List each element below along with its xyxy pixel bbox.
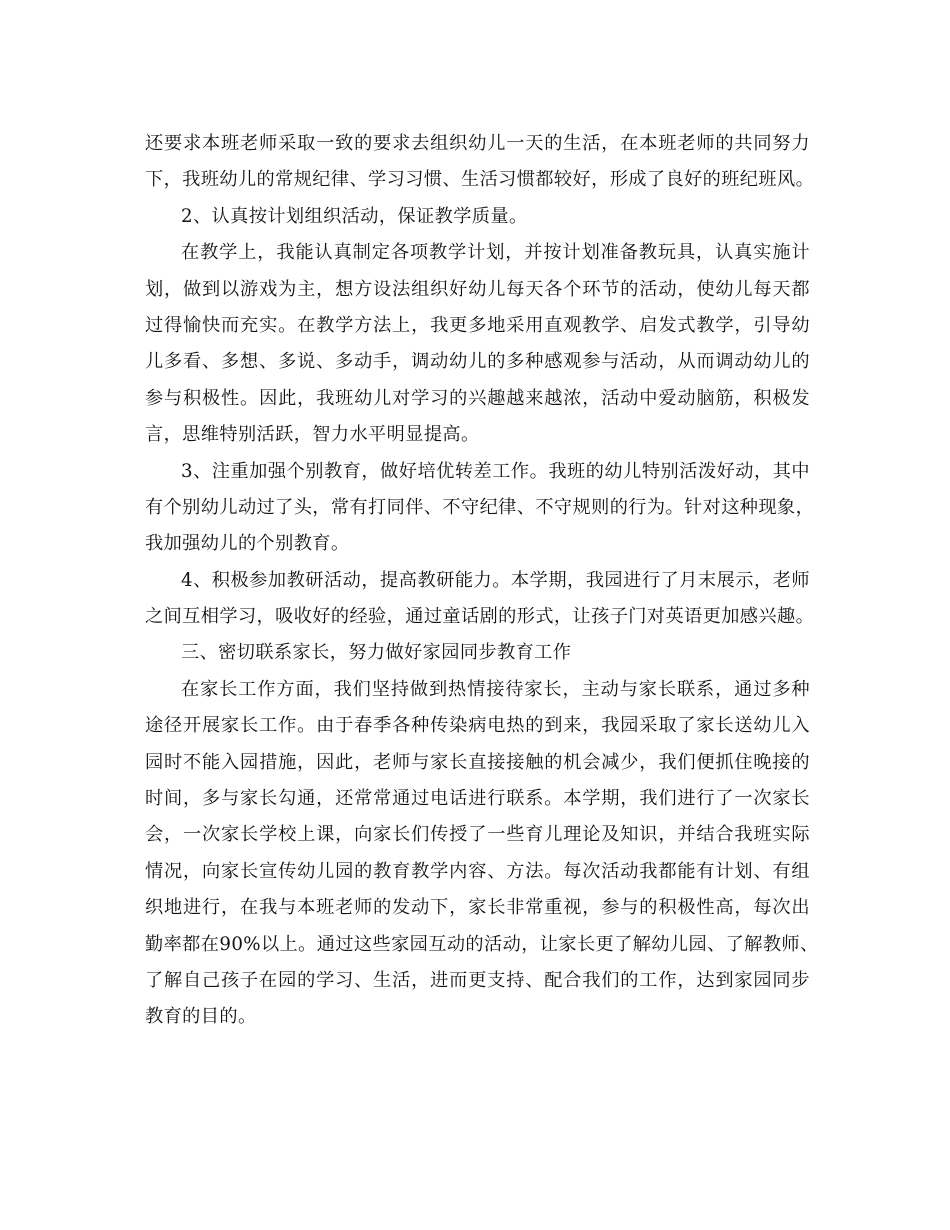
text-line: 2、认真按计划组织活动，保证教学质量。 — [181, 205, 528, 227]
text-line: 儿多看、多想、多说、多动手，调动幼儿的多种感观参与活动，从而调动幼儿的 — [145, 351, 810, 373]
text-line: 我加强幼儿的个别教育。 — [145, 533, 350, 555]
text-line: 途径开展家长工作。由于春季各种传染病电热的到来，我园采取了家长送幼儿入 — [145, 715, 810, 737]
text-line: 言，思维特别活跃，智力水平明显提高。 — [145, 424, 480, 446]
document-body — [145, 126, 819, 1036]
text-line: 会，一次家长学校上课，向家长们传授了一些育儿理论及知识，并结合我班实际 — [145, 824, 810, 846]
text-line: 3、注重加强个别教育，做好培优转差工作。我班的幼儿特别活泼好动，其中 — [181, 460, 810, 482]
text-line: 时间，多与家长勾通，还常常通过电话进行联系。本学期，我们进行了一次家长 — [145, 788, 810, 810]
text-line: 勤率都在90%以上。通过这些家园互动的活动，让家长更了解幼儿园、了解教师、 — [145, 933, 819, 955]
text-line: 4、积极参加教研活动，提高教研能力。本学期，我园进行了月末展示，老师 — [181, 569, 810, 591]
text-line: 之间互相学习，吸收好的经验，通过童话剧的形式，让孩子门对英语更加感兴趣。 — [145, 606, 815, 628]
text-line: 有个别幼儿动过了头，常有打同伴、不守纪律、不守规则的行为。针对这种现象， — [145, 496, 815, 518]
text-line: 还要求本班老师采取一致的要求去组织幼儿一天的生活，在本班老师的共同努力 — [145, 133, 810, 154]
text-line: 教育的目的。 — [145, 1006, 257, 1028]
text-line: 过得愉快而充实。在教学方法上，我更多地采用直观教学、启发式教学，引导幼 — [145, 314, 810, 336]
text-line: 园时不能入园措施，因此，老师与家长直接接触的机会减少，我们便抓住晚接的 — [145, 751, 810, 773]
text-line: 三、密切联系家长，努力做好家园同步教育工作 — [181, 642, 572, 664]
text-line: 情况，向家长宣传幼儿园的教育教学内容、方法。每次活动我都能有计划、有组 — [145, 860, 810, 882]
text-line: 下，我班幼儿的常规纪律、学习习惯、生活习惯都较好，形成了良好的班纪班风。 — [145, 169, 815, 191]
text-line: 了解自己孩子在园的学习、生活，进而更支持、配合我们的工作，达到家园同步 — [145, 969, 810, 991]
text-line: 参与积极性。因此，我班幼儿对学习的兴趣越来越浓，活动中爱动脑筋，积极发 — [145, 387, 810, 409]
text-line: 划，做到以游戏为主，想方设法组织好幼儿每天各个环节的活动，使幼儿每天都 — [145, 278, 810, 300]
text-line: 在教学上，我能认真制定各项教学计划，并按计划准备教玩具，认真实施计 — [181, 242, 810, 264]
text-line: 织地进行，在我与本班老师的发动下，家长非常重视，参与的积极性高，每次出 — [145, 897, 810, 919]
text-line: 在家长工作方面，我们坚持做到热情接待家长，主动与家长联系，通过多种 — [181, 678, 810, 700]
